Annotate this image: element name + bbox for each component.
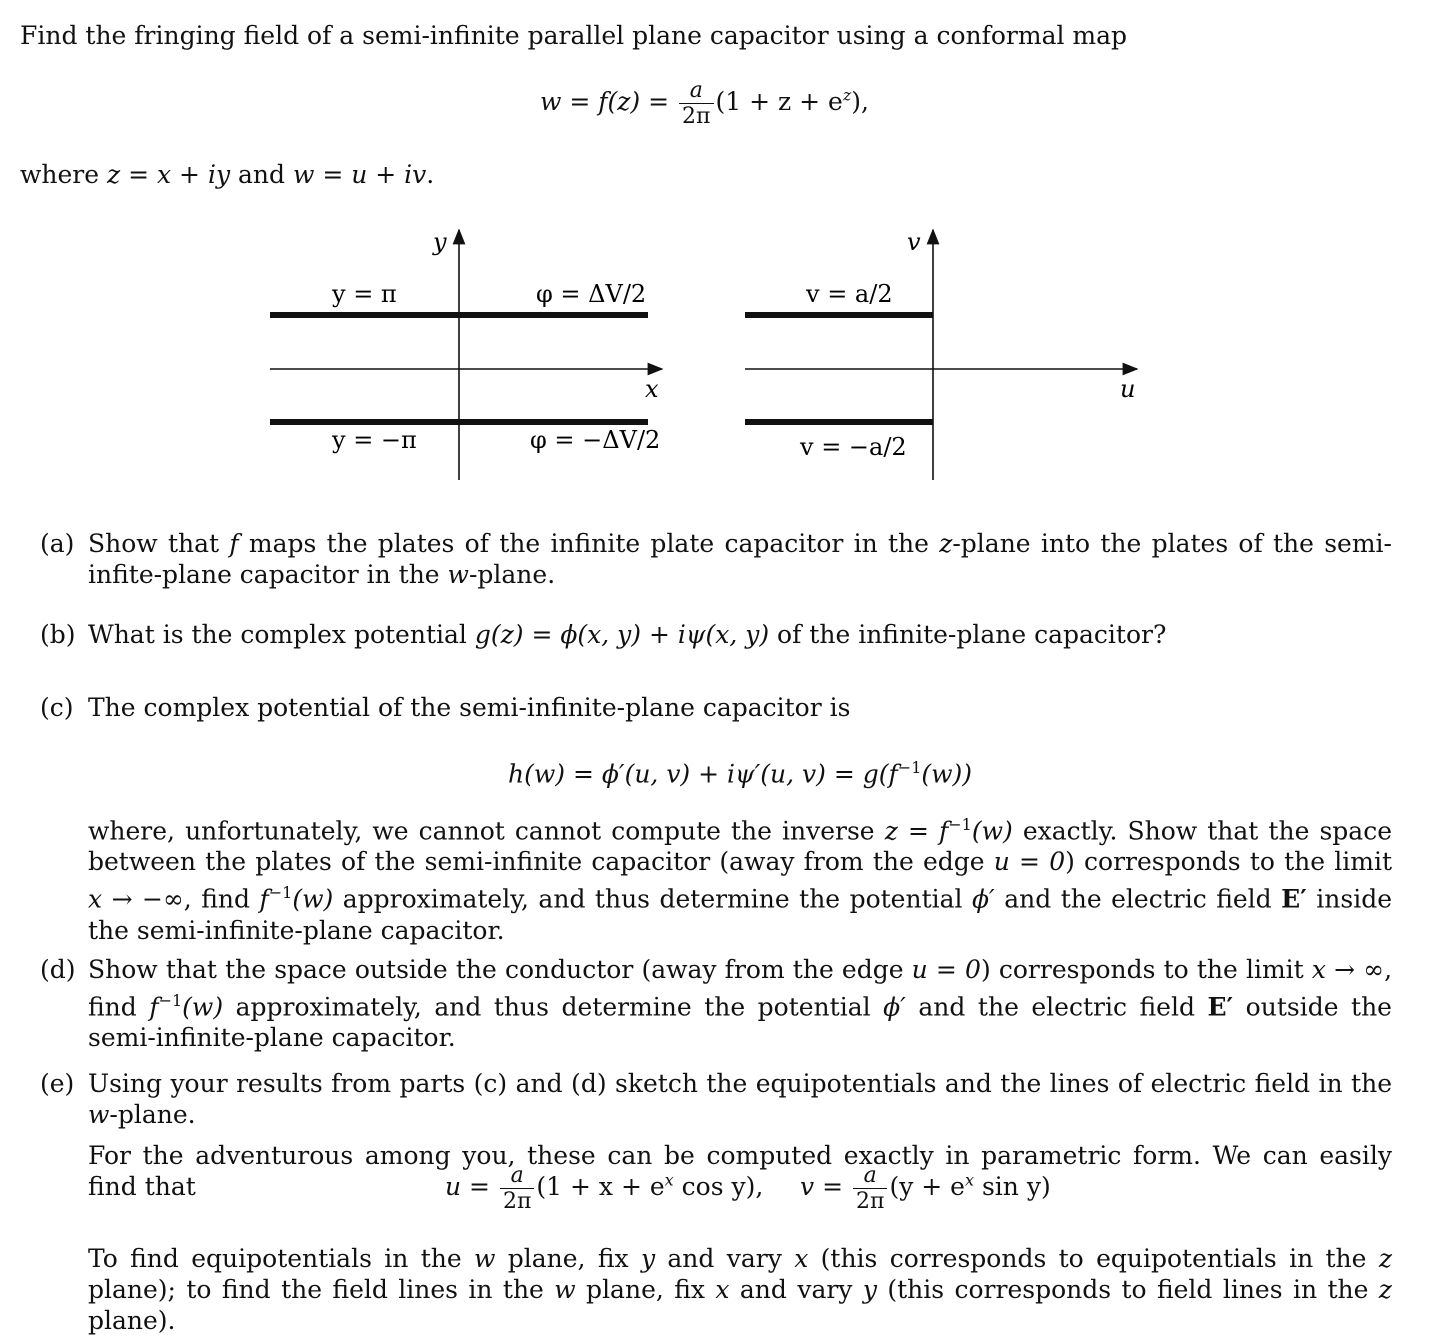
intro-sentence: Find the fringing field of a semi-infinite parallel plane capacitor using a conformal map — [20, 21, 1128, 50]
part-e-closing — [40, 1243, 1392, 1336]
parametric-u-equation: u = $\frac{a}{2\pi}$ ($1 + x + e^x$ cos y), — [445, 1163, 764, 1214]
definition-line: where z = x + iy and w = u + iv. — [20, 160, 435, 189]
part-e-closing-text: To find equipotentials in the w plane, fix y and vary x (this corresponds to equipotentials in the z plane); to find the field lines in the w plane, fix x and vary y (this corresponds to field lines in the z plane). — [88, 1244, 1392, 1335]
capacitor-diagram-svg — [240, 222, 1160, 492]
z-plane-y-label: y — [433, 228, 447, 256]
parametric-v-equation: v = $\frac{a}{2\pi}$ ($y + e^x$ sin y) — [800, 1163, 1051, 1214]
part-a-text: Show that f maps the plates of the infinite plate capacitor in the z-plane into the plates of the semi-infite-plane capacitor in the w-plane. — [88, 529, 1392, 589]
part-c-equation: h(w) = ϕ′(u, v) + iψ′(u, $v) = g(f^{-1}(w))$ — [508, 758, 973, 789]
map-fraction: $\frac{a}{2\pi}$ — [679, 78, 713, 129]
conformal-map-equation: w = f(z) = $\frac{a}{2\pi}$ $(1 + z + e^z)$, — [540, 78, 869, 129]
w-plane-u-label: u — [1120, 375, 1136, 403]
z-plane-top-plate-label: y = π — [332, 280, 397, 308]
part-c-body — [40, 809, 1392, 946]
part-d-label: (d) — [40, 955, 76, 984]
part-b-text: What is the complex potential g(z) = ϕ(x, y) + iψ(x, y) of the infinite-plane capacitor? — [88, 620, 1167, 649]
z-plane-top-potential: φ = ΔV/2 — [536, 280, 647, 308]
part-e-label: (e) — [40, 1069, 75, 1098]
w-plane-bottom-plate-label: v = −a/2 — [800, 433, 907, 461]
part-b — [40, 619, 1392, 650]
intro-text — [20, 20, 1127, 51]
w-plane-top-plate-label: v = a/2 — [806, 280, 893, 308]
w-plane-v-label: v — [907, 228, 921, 256]
part-d-text: Show that the space outside the conductor (away from the edge u = 0) corresponds to the limit x → ∞, find $f^{-1}(w)$ approximately, and thus determine the potential ϕ′ and the electric field E′ outside the semi-infinite-plane capacitor. — [88, 955, 1393, 1053]
part-e-intro: Using your results from parts (c) and (d) sketch the equipotentials and the lines of electric field in the w-plane. — [88, 1069, 1392, 1129]
z-plane-bottom-potential: φ = −ΔV/2 — [530, 426, 661, 454]
z-plane-x-label: x — [645, 375, 659, 403]
part-c-paragraph: where, unfortunately, we cannot cannot compute the inverse $z = f^{-1}(w)$ exactly. Show that the space between the plates of the semi-infinite capacitor (away from the edge u = 0) corresponds to the limit x → −∞, find $f^{-1}(w)$ approximately, and thus determine the potential ϕ′ and the electric field E′ inside the semi-infinite-plane capacitor. — [88, 815, 1393, 945]
part-a — [40, 528, 1392, 590]
part-b-label: (b) — [40, 620, 76, 649]
capacitor-diagram — [240, 222, 1160, 499]
z-plane-bottom-plate-label: y = −π — [332, 426, 417, 454]
part-a-label: (a) — [40, 529, 75, 558]
part-c-label: (c) — [40, 693, 74, 722]
part-c — [40, 692, 1392, 723]
part-d — [40, 954, 1392, 1053]
part-c-intro: The complex potential of the semi-infinite-plane capacitor is — [88, 693, 851, 722]
part-e-parametric-intro: For the adventurous among you, these can be computed exactly in parametric form. We can easily find that — [88, 1141, 1392, 1201]
